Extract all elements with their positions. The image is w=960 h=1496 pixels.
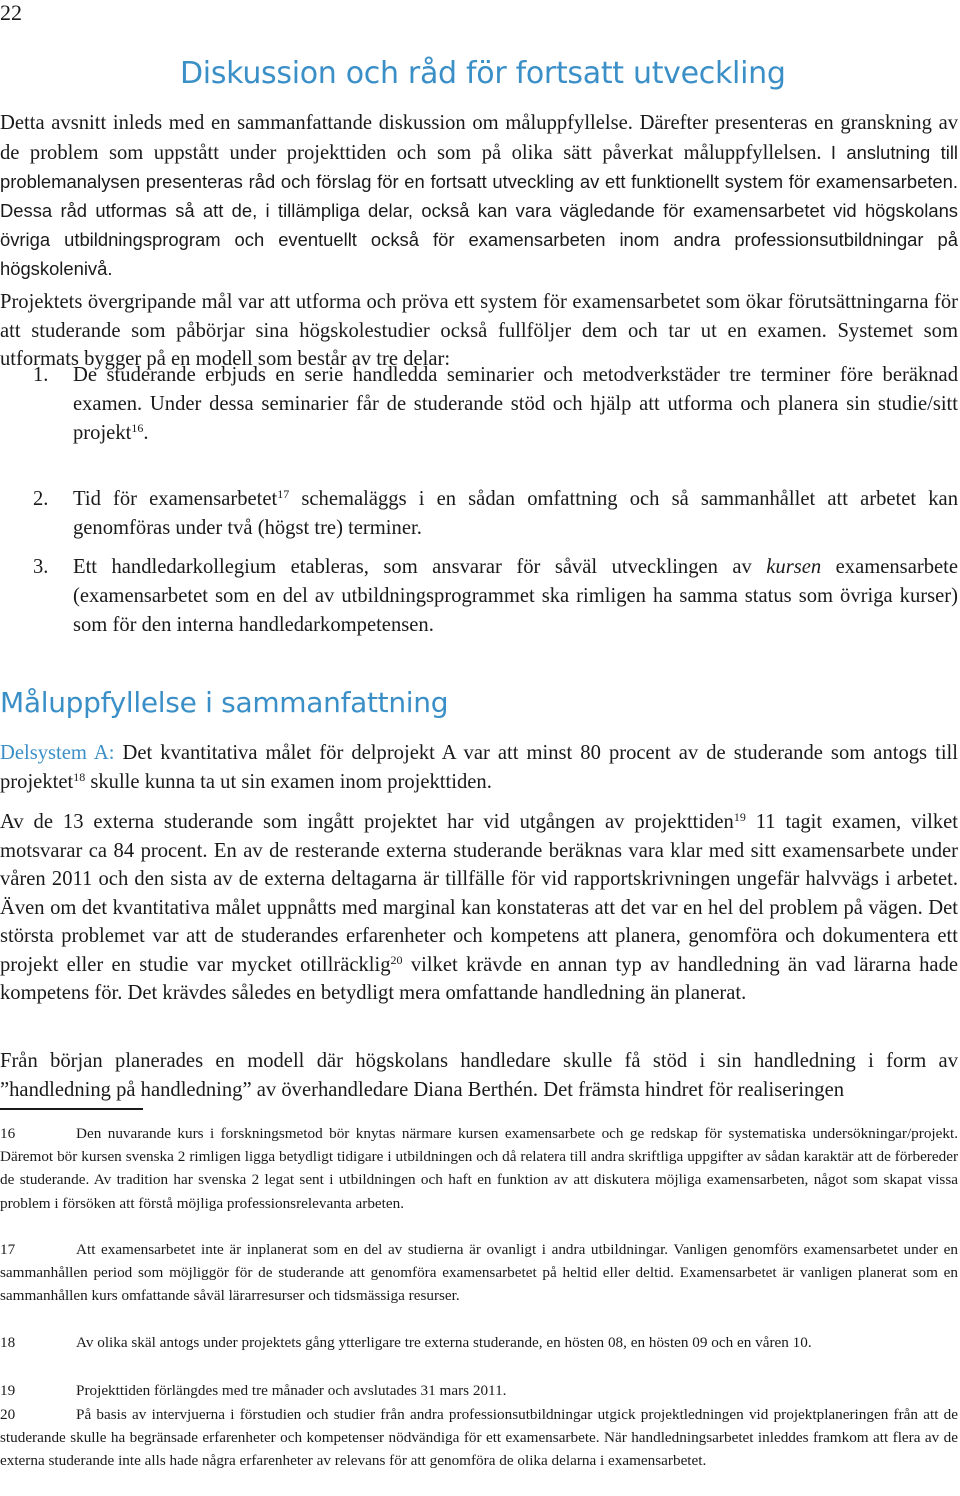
emphasis-kursen: kursen bbox=[766, 556, 822, 578]
list-item-number: 2. bbox=[33, 488, 49, 510]
footnote-17 bbox=[0, 1238, 958, 1308]
list-item-text: Ett handledarkollegium etableras, som ansvarar för såväl utvecklingen av kursen examensarbete (examensarbetet som en del av utbildningsprogrammet ska rimligen ha samma status som övriga kurser) som för den interna handledarkompetensen. bbox=[73, 556, 958, 636]
footnote-number: 16 bbox=[0, 1125, 16, 1142]
list-item-text: De studerande erbjuds en serie handledda seminarier och metodverkstäder tre terminer före beräknad examen. Under dessa seminarier får de studerande stöd och hjälp att utforma och planera sin studie/sitt projekt$^{16}$. bbox=[73, 364, 958, 444]
model-paragraph: Från början planerades en modell där högskolans handledare skulle få stöd i sin handledning i form av ”handledning på handledning” av överhandledare Diana Berthén. Det främsta hindret för realiseringen bbox=[0, 1050, 958, 1101]
delsystem-a-paragraph: Delsystem A: Det kvantitativa målet för delprojekt A var att minst 80 procent av de studerande som antogs till projektet$^{18}$ skulle kunna ta ut sin examen inom projekttiden. bbox=[0, 742, 959, 793]
footnote-text: Av olika skäl antogs under projektets gång ytterligare tre externa studerande, en hösten 08, en hösten 09 och en våren 10. bbox=[76, 1334, 812, 1351]
footnote-ref-16: 16 bbox=[131, 420, 144, 435]
intro-text-serif: Detta avsnitt inleds med en sammanfattande diskussion om måluppfyllelse. Därefter presenteras en granskning av de problem som uppstått under projekttiden och som på olika sätt påverkat måluppfyllelsen. bbox=[0, 112, 958, 164]
footnote-text: På basis av intervjuerna i förstudien och studier från andra professionsutbildningar utgick projektledningen vid projektplaneringen från att de studerande skulle ha begränsade erfarenheter och kompetenser nödvändiga för ett examensarbete. När handledningsarbetet inleddes framkom att flera av de externa studerande inte alls hade några erfarenheter av relevans för att genomföra de olika delarna i examensarbetet. bbox=[0, 1406, 958, 1470]
section-heading-summary: Måluppfyllelse i sammanfattning bbox=[0, 686, 449, 719]
footnote-ref-17: 17 bbox=[277, 486, 290, 501]
footnote-number: 17 bbox=[0, 1241, 16, 1258]
list-item-text: Tid för examensarbetet$^{17}$ schemaläggs i en sådan omfattning och så sammanhållet att arbetet kan genomföras under två (högst tre) terminer. bbox=[73, 486, 958, 539]
footnote-divider bbox=[0, 1108, 143, 1110]
list-item-number: 3. bbox=[33, 556, 49, 578]
footnote-ref-18: 18 bbox=[73, 769, 86, 784]
footnote-text: Projekttiden förlängdes med tre månader och avslutades 31 mars 2011. bbox=[76, 1382, 507, 1399]
page-number: 22 bbox=[0, 0, 22, 25]
footnote-18 bbox=[0, 1331, 958, 1354]
footnote-19 bbox=[0, 1379, 958, 1402]
intro-text-sans: I anslutning till problemanalysen presenteras råd och förslag för en fortsatt utveckling av ett funktionellt system för examensarbeten. Dessa råd utformas så att de, i tillämpliga delar, också kan vara vägledande för examensarbetet vid högskolans övriga utbildningsprogram och eventuellt också för examensarbeten inom andra professionsutbildningar på högskolenivå. bbox=[0, 141, 958, 279]
footnote-number: 18 bbox=[0, 1334, 16, 1351]
footnote-ref-20: 20 bbox=[390, 952, 403, 967]
footnote-number: 20 bbox=[0, 1406, 16, 1423]
project-goal-paragraph: Projektets övergripande mål var att utforma och pröva ett system för examensarbetet som ökar förutsättningarna för att studerande som påbörjar sina högskolestudier också fullföljer dem och tar ut en examen. Systemet som utformats bygger på en modell som består av tre delar: bbox=[0, 291, 958, 370]
footnote-ref-19: 19 bbox=[733, 809, 746, 824]
section-heading-discussion: Diskussion och råd för fortsatt utveckling bbox=[180, 56, 786, 91]
footnote-text: Den nuvarande kurs i forskningsmetod bör knytas närmare kursen examensarbete och ge redskap för systematiska undersökningar/projekt. Däremot bör kursen svenska 2 rimligen ligga betydligt tidigare i utbildningen och då relatera till andra skriftliga uppgifter av sådan karaktär att de förbereder de studerande. Av tradition har svenska 2 legat sent i utbildningen och haft en funktion av att diskutera möjliga examensarbeten, något som skapat vissa problem i försöken att förstå möjliga professionsrelevanta arbeten. bbox=[0, 1125, 958, 1212]
delsystem-label: Delsystem A: bbox=[0, 742, 115, 764]
list-item-number: 1. bbox=[33, 364, 49, 386]
footnote-number: 19 bbox=[0, 1382, 16, 1399]
footnote-16 bbox=[0, 1122, 958, 1215]
footnote-20 bbox=[0, 1403, 958, 1473]
results-paragraph: Av de 13 externa studerande som ingått projektet har vid utgången av projekttiden$^{19}$ 11 tagit examen, vilket motsvarar ca 84 procent. En av de resterande externa studerande beräknas vara klar med sitt examensarbete under våren 2011 och den sista av de externa deltagarna är tillfälle för vid rapportskrivningen ungefär halvvägs i arbetet. Även om det kvantitativa målet uppnåtts med marginal kan konstateras att det var en hel del problem på vägen. Det största problemet var att de studerandes erfarenheter och kompetens att planera, genomföra och dokumentera ett projekt eller en studie var mycket otillräcklig$^{20}$ vilket krävde en annan typ av handledning än vad lärarna hade kompetens för. Det krävdes således en betydligt mera omfattande handledning än planerat. bbox=[0, 809, 959, 1004]
footnote-text: Att examensarbetet inte är inplanerat som en del av studierna är ovanligt i andra utbildningar. Vanligen genomförs examensarbetet under en sammanhållen period som möjliggör för de studerande att genomföra examensarbetet på heltid eller deltid. Examensarbetet är vanligen planerat som en sammanhållen kurs omfattande såväl lärarresurser och tidsmässiga resurser. bbox=[0, 1241, 958, 1305]
intro-paragraph bbox=[0, 109, 958, 283]
